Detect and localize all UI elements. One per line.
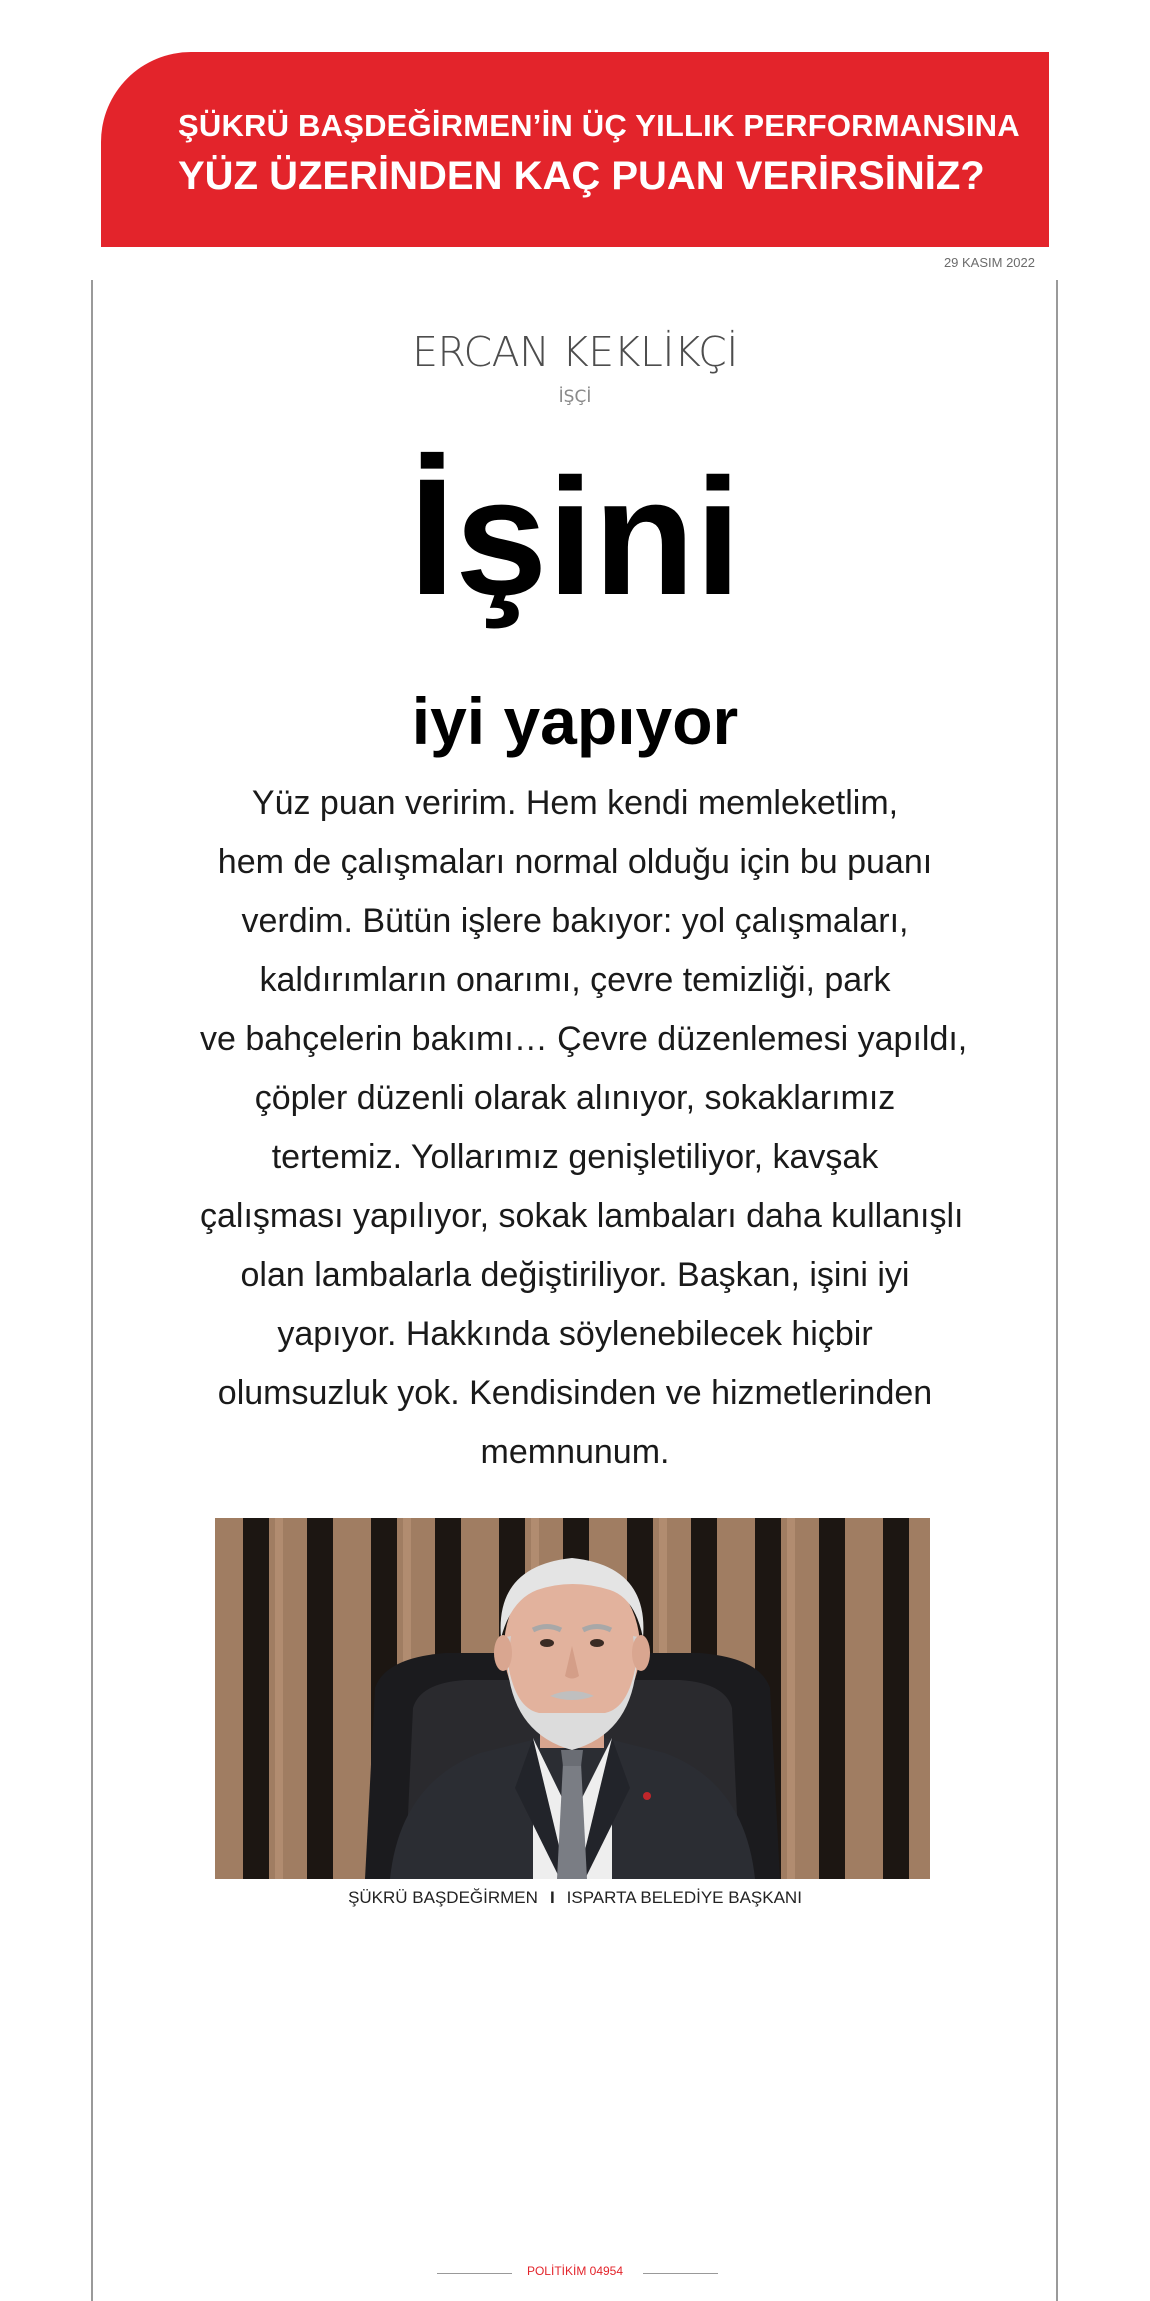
body-line: ve bahçelerin bakımı… Çevre düzenlemesi yapıldı, <box>200 1020 968 1058</box>
caption-title: ISPARTA BELEDİYE BAŞKANI <box>566 1888 802 1907</box>
footer-code: POLİTİKİM 04954 <box>526 2264 624 2278</box>
body-line: olumsuzluk yok. Kendisinden ve hizmetlerinden <box>217 1374 933 1412</box>
body-line: hem de çalışmaları normal olduğu için bu puanı <box>217 843 933 881</box>
body-line: tertemiz. Yollarımız genişletiliyor, kavşak <box>271 1138 879 1176</box>
caption-separator: I <box>549 1888 555 1907</box>
caption-name: ŞÜKRÜ BAŞDEĞİRMEN <box>348 1888 538 1907</box>
publication-date: 29 KASIM 2022 <box>943 255 1035 270</box>
body-line: verdim. Bütün işlere bakıyor: yol çalışmaları, <box>241 902 909 940</box>
body-line: yapıyor. Hakkında söylenebilecek hiçbir <box>277 1315 873 1353</box>
author-name: ERCAN KEKLİKÇİ <box>412 328 738 376</box>
body-line: memnunum. <box>480 1433 670 1471</box>
headline-main: İşini <box>408 445 742 630</box>
headline-sub: iyi yapıyor <box>411 684 739 758</box>
mayor-portrait-photo <box>215 1518 930 1879</box>
author-role: İŞÇİ <box>558 387 592 407</box>
body-line: kaldırımların onarımı, çevre temizliği, park <box>259 961 891 999</box>
body-line: çalışması yapılıyor, sokak lambaları daha kullanışlı <box>200 1197 964 1235</box>
banner-title-line1: ŞÜKRÜ BAŞDEĞİRMEN’İN ÜÇ YILLIK PERFORMANSINA <box>178 108 1020 143</box>
body-line: Yüz puan veririm. Hem kendi memleketlim, <box>251 784 899 822</box>
body-line: çöpler düzenli olarak alınıyor, sokaklarımız <box>254 1079 896 1117</box>
banner-title-line2: YÜZ ÜZERİNDEN KAÇ PUAN VERİRSİNİZ? <box>178 154 985 198</box>
portrait-illustration <box>215 1518 930 1879</box>
body-line: olan lambalarla değiştiriliyor. Başkan, işini iyi <box>240 1256 910 1294</box>
header-banner <box>101 52 1049 247</box>
article-body <box>200 774 968 1482</box>
photo-caption <box>0 1888 1150 1908</box>
